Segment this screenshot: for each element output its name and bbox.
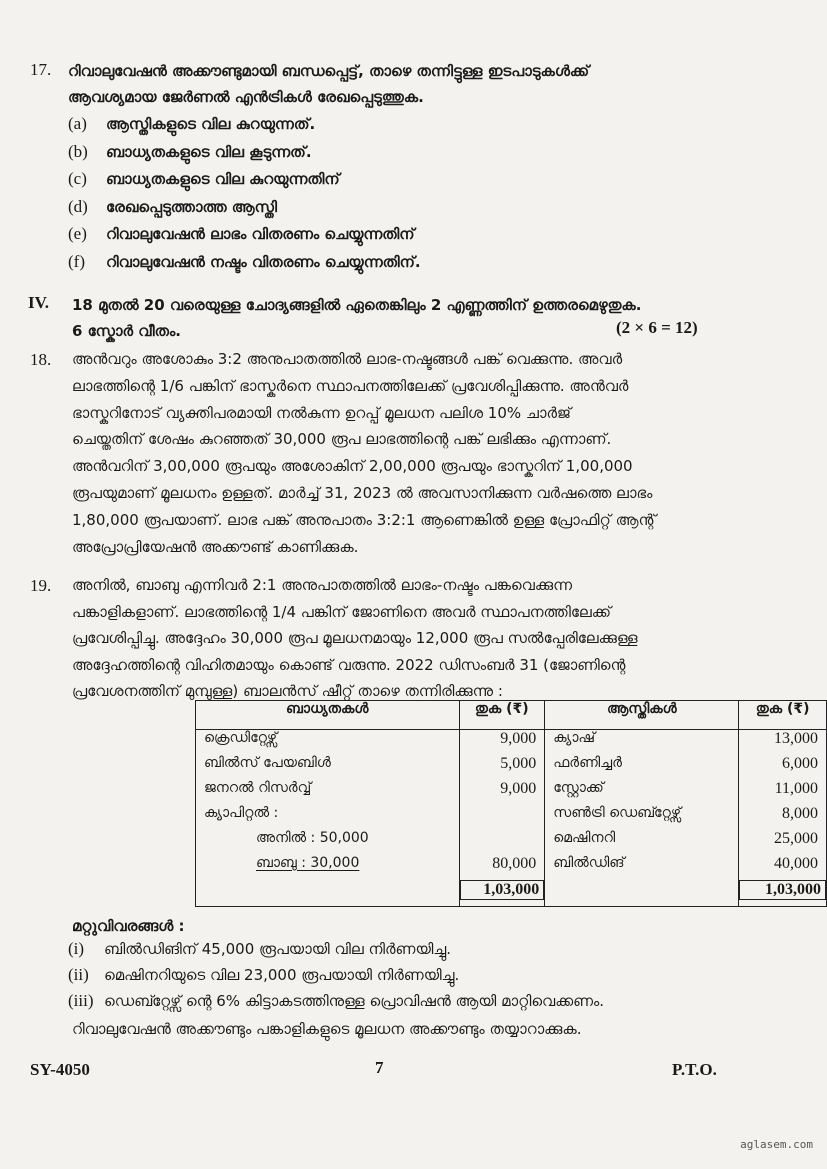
liability-amount: 9,000 xyxy=(459,730,545,756)
liability-name: ബാബു : 30,000 xyxy=(196,855,460,880)
total-liabilities-cell xyxy=(459,880,545,907)
paragraph-line: ഭാസ്കറിനോട് വ്യക്തിപരമായി നൽകുന്ന ഉറപ്പ് മൂലധന പലിശ 10% ചാർജ് xyxy=(72,403,571,422)
table-row xyxy=(196,730,827,756)
liability-amount: 9,000 xyxy=(459,780,545,805)
other-info-label: (iii) xyxy=(68,991,94,1010)
question-text-line: ആവശ്യമായ ജേർണൽ എൻട്രികൾ രേഖപ്പെടുത്തുക. xyxy=(68,88,424,106)
liabilities-header: ബാധ്യതകൾ xyxy=(196,701,460,730)
other-info-item xyxy=(68,965,459,985)
asset-amount: 40,000 xyxy=(739,855,827,880)
section-instruction: 18 മുതൽ 20 വരെയുള്ള ചോദ്യങ്ങളിൽ ഏതെങ്കിലും 2 എണ്ണത്തിന് ഉത്തരമെഴുതുക. xyxy=(72,296,642,314)
asset-name: ബിൽഡിങ് xyxy=(545,855,739,880)
sub-item-text: ബാധ്യതകളുടെ വില കുറയുന്നതിന് xyxy=(106,170,340,188)
amount-header: തുക (₹) xyxy=(459,701,545,730)
other-info-text: ഡെബ്റ്റേഴ്സ് ന്റെ 6% കിട്ടാകടത്തിനുള്ള പ്രൊവിഷൻ ആയി മാറ്റിവെക്കണം. xyxy=(104,992,605,1010)
other-info-title: മറ്റുവിവരങ്ങൾ : xyxy=(72,917,185,935)
asset-amount: 25,000 xyxy=(739,830,827,855)
liability-amount xyxy=(459,805,545,830)
asset-amount: 11,000 xyxy=(739,780,827,805)
sub-item xyxy=(68,252,421,272)
sub-item xyxy=(68,197,277,217)
sub-item xyxy=(68,224,415,244)
asset-amount: 6,000 xyxy=(739,755,827,780)
totals-spacer xyxy=(196,880,460,907)
paragraph-line: ലാഭത്തിന്റെ 1/6 പങ്കിന് ഭാസ്കർനെ സ്ഥാപനത്തിലേക്ക് പ്രവേശിപ്പിക്കുന്നു. അൻവർ xyxy=(72,376,629,395)
totals-spacer xyxy=(545,880,739,907)
liability-amount xyxy=(459,830,545,855)
sub-item-text: ആസ്തികളുടെ വില കുറയുന്നത്. xyxy=(106,115,316,133)
paragraph-line: രൂപയുമാണ് മൂലധനം ഉള്ളത്. മാർച്ച് 31, 2023 ൽ അവസാനിക്കുന്ന വർഷത്തെ ലാഭം xyxy=(72,484,653,502)
paper-code: SY-4050 xyxy=(30,1060,90,1079)
sub-item-label: (a) xyxy=(68,114,87,133)
paragraph-line: അൻവറിന് 3,00,000 രൂപയും അശോകിന് 2,00,000 രൂപയും ഭാസ്കറിന് 1,00,000 xyxy=(72,457,633,476)
other-info-text: മെഷിനറിയുടെ വില 23,000 രൂപയായി നിർണയിച്ചു. xyxy=(104,966,460,984)
liability-name: ജനറൽ റിസർവ്വ് xyxy=(196,780,460,805)
asset-amount: 13,000 xyxy=(739,730,827,756)
paragraph-line: 1,80,000 രൂപയാണ്. ലാഭ പങ്ക് അനുപാതം 3:2:1 ആണെങ്കിൽ ഉള്ള പ്രോഫിറ്റ് ആന്റ് xyxy=(72,510,657,529)
sub-item xyxy=(68,169,340,189)
pto-label: P.T.O. xyxy=(672,1060,717,1079)
sub-item-label: (b) xyxy=(68,141,88,161)
sub-item-text: റിവാലുവേഷൻ ലാഭം വിതരണം ചെയ്യുന്നതിന് xyxy=(106,225,415,243)
liability-amount: 80,000 xyxy=(459,855,545,880)
sub-item xyxy=(68,142,312,162)
table-row xyxy=(196,805,827,830)
balance-sheet-body xyxy=(196,730,827,907)
sub-item-text: റിവാലുവേഷൻ നഷ്ടം വിതരണം ചെയ്യുന്നതിന്. xyxy=(106,252,421,271)
table-row xyxy=(196,755,827,780)
asset-name: മെഷിനറി xyxy=(545,830,739,855)
sub-item-label: (d) xyxy=(68,196,88,216)
question-text-line: റിവാലുവേഷൻ അക്കൗണ്ടുമായി ബന്ധപ്പെട്ട്, താഴെ തന്നിട്ടുള്ള ഇടപാടുകൾക്ക് xyxy=(68,62,590,80)
paragraph-line: ചെയ്തതിന് ശേഷം കുറഞ്ഞത് 30,000 രൂപ ലാഭത്തിന്റെ പങ്ക് ലഭിക്കും എന്നാണ്. xyxy=(72,430,612,449)
total-assets: 1,03,000 xyxy=(739,880,826,900)
total-liabilities: 1,03,000 xyxy=(460,880,545,900)
other-info-item xyxy=(68,991,604,1011)
sub-item-label: (e) xyxy=(68,224,87,243)
paragraph-line: അദ്ദേഹത്തിന്റെ വിഹിതമായും കൊണ്ട് വരുന്നു. 2022 ഡിസംബർ 31 (ജോണിന്റെ xyxy=(72,655,626,674)
paragraph-line: അൻവറും അശോകും 3:2 അനുപാതത്തിൽ ലാഭ-നഷ്ടങ്ങൾ പങ്ക് വെക്കുന്നു. അവർ xyxy=(72,350,623,368)
other-info-text: ബിൽഡിങിന് 45,000 രൂപയായി വില നിർണയിച്ചു. xyxy=(104,940,452,958)
paragraph-line: പ്രവേശിപ്പിച്ചു. അദ്ദേഹം 30,000 രൂപ മൂലധനമായും 12,000 രൂപ സൽപ്പേരിലേക്കുള്ള xyxy=(72,629,638,647)
total-assets-cell xyxy=(739,880,827,907)
liability-name: ക്യാപിറ്റൽ : xyxy=(196,805,460,830)
page-number: 7 xyxy=(375,1058,384,1077)
section-numeral: IV. xyxy=(28,293,49,312)
question-number: 19. xyxy=(30,576,52,595)
sub-item xyxy=(68,114,315,134)
asset-name: സൺട്രി ഡെബ്റ്റേഴ്സ് xyxy=(545,805,739,830)
other-info-label: (ii) xyxy=(68,965,89,984)
section-marks: (2 × 6 = 12) xyxy=(616,318,698,337)
q19-instruction: റിവാലുവേഷൻ അക്കൗണ്ടും പങ്കാളികളുടെ മൂലധന അക്കൗണ്ടും തയ്യാറാക്കുക. xyxy=(72,1020,582,1038)
question-number: 18. xyxy=(30,350,52,369)
asset-amount: 8,000 xyxy=(739,805,827,830)
sub-item-label: (c) xyxy=(68,169,87,188)
table-row xyxy=(196,830,827,855)
table-row xyxy=(196,780,827,805)
paragraph-line: പങ്കാളികളാണ്. ലാഭത്തിന്റെ 1/4 പങ്കിന് ജോണിനെ അവർ സ്ഥാപനത്തിലേക്ക് xyxy=(72,602,611,621)
asset-name: ഫർണിച്ചർ xyxy=(545,755,739,780)
assets-header: ആസ്തികൾ xyxy=(545,701,739,730)
liability-amount: 5,000 xyxy=(459,755,545,780)
sub-item-label: (f) xyxy=(68,251,85,271)
table-row xyxy=(196,855,827,880)
amount-header: തുക (₹) xyxy=(739,701,827,730)
asset-name: സ്റ്റോക്ക് xyxy=(545,780,739,805)
liability-name: അനിൽ : 50,000 xyxy=(196,830,460,855)
other-info-item xyxy=(68,939,451,959)
watermark: aglasem.com xyxy=(740,1138,813,1151)
other-info-label: (i) xyxy=(68,939,85,958)
paragraph-line: അപ്രോപ്രിയേഷൻ അക്കൗണ്ട് കാണിക്കുക. xyxy=(72,537,359,556)
paragraph-line: അനിൽ, ബാബു എന്നിവർ 2:1 അനുപാതത്തിൽ ലാഭം-നഷ്ടം പങ്കവെക്കുന്ന xyxy=(72,576,572,594)
paragraph-line: പ്രവേശനത്തിന് മുമ്പുള്ള) ബാലൻസ് ഷീറ്റ് താഴെ തന്നിരിക്കുന്നു : xyxy=(72,682,503,700)
question-number: 17. xyxy=(30,60,52,79)
section-score: 6 സ്കോർ വീതം. xyxy=(72,322,181,340)
sub-item-text: ബാധ്യതകളുടെ വില കൂടുന്നത്. xyxy=(106,142,312,161)
balance-sheet-table xyxy=(195,700,827,907)
sub-item-text: രേഖപ്പെടുത്താത്ത ആസ്തി xyxy=(106,197,278,216)
totals-row xyxy=(196,880,827,907)
liability-name: ക്രെഡിറ്റേഴ്സ് xyxy=(196,730,460,756)
liability-name: ബിൽസ് പേയബിൾ xyxy=(196,755,460,780)
asset-name: ക്യാഷ് xyxy=(545,730,739,756)
